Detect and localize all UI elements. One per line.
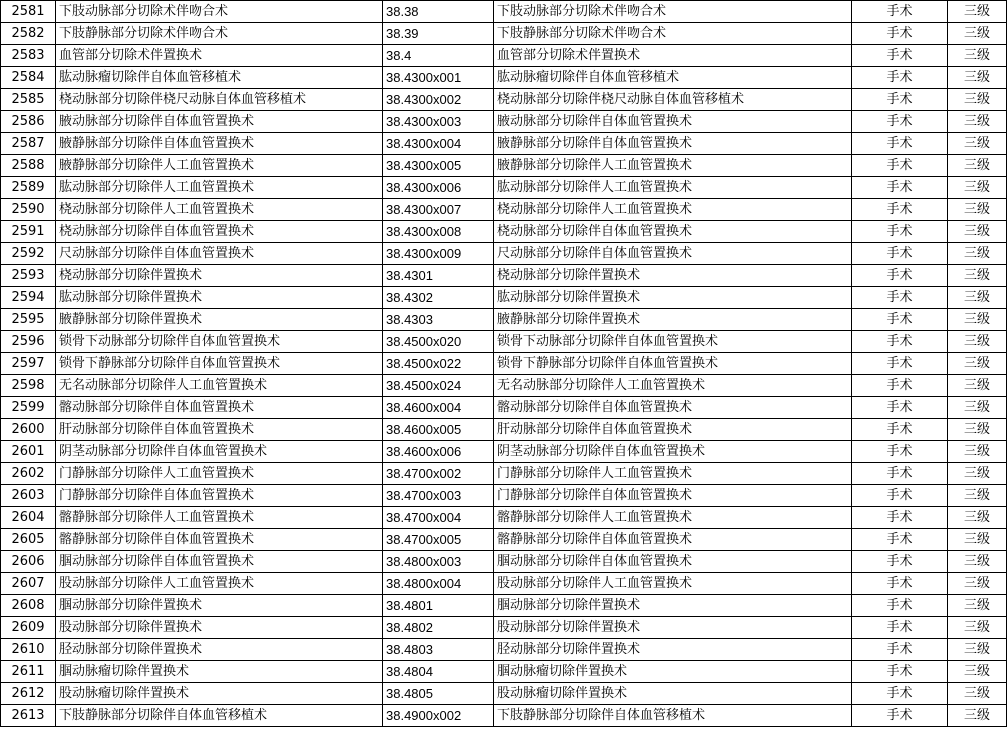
grade-cell: 三级 xyxy=(948,397,1007,419)
procedure-name-mapped-cell: 胫动脉部分切除伴置换术 xyxy=(494,639,852,661)
table-row xyxy=(1,133,1007,155)
procedure-code-cell: 38.4804 xyxy=(383,661,494,683)
procedure-name-mapped-cell: 腋动脉部分切除伴自体血管置换术 xyxy=(494,111,852,133)
grade-cell: 三级 xyxy=(948,331,1007,353)
procedure-code-cell: 38.4300x009 xyxy=(383,243,494,265)
table-row xyxy=(1,507,1007,529)
category-cell: 手术 xyxy=(852,177,948,199)
procedure-name-mapped-cell: 肝动脉部分切除伴自体血管置换术 xyxy=(494,419,852,441)
procedure-name-cell: 锁骨下静脉部分切除伴自体血管置换术 xyxy=(56,353,383,375)
table-row xyxy=(1,485,1007,507)
procedure-name-cell: 腋静脉部分切除伴自体血管置换术 xyxy=(56,133,383,155)
procedure-name-cell: 髂动脉部分切除伴自体血管置换术 xyxy=(56,397,383,419)
procedure-code-cell: 38.4300x003 xyxy=(383,111,494,133)
row-number-cell: 2600 xyxy=(1,419,56,441)
grade-cell: 三级 xyxy=(948,353,1007,375)
procedure-name-mapped-cell: 门静脉部分切除伴自体血管置换术 xyxy=(494,485,852,507)
table-row xyxy=(1,529,1007,551)
grade-cell: 三级 xyxy=(948,133,1007,155)
table-row xyxy=(1,111,1007,133)
grade-cell: 三级 xyxy=(948,45,1007,67)
table-row xyxy=(1,683,1007,705)
category-cell: 手术 xyxy=(852,1,948,23)
table-row xyxy=(1,375,1007,397)
procedure-name-cell: 腋动脉部分切除伴自体血管置换术 xyxy=(56,111,383,133)
procedure-code-cell: 38.4300x007 xyxy=(383,199,494,221)
procedure-code-cell: 38.4800x003 xyxy=(383,551,494,573)
procedure-name-cell: 股动脉部分切除伴人工血管置换术 xyxy=(56,573,383,595)
procedure-code-cell: 38.4801 xyxy=(383,595,494,617)
procedure-name-mapped-cell: 下肢静脉部分切除术伴吻合术 xyxy=(494,23,852,45)
procedure-name-cell: 无名动脉部分切除伴人工血管置换术 xyxy=(56,375,383,397)
procedure-code-cell: 38.4300x001 xyxy=(383,67,494,89)
procedure-code-cell: 38.4500x024 xyxy=(383,375,494,397)
grade-cell: 三级 xyxy=(948,705,1007,727)
procedure-code-cell: 38.4500x020 xyxy=(383,331,494,353)
procedure-code-cell: 38.4302 xyxy=(383,287,494,309)
procedure-name-cell: 桡动脉部分切除伴置换术 xyxy=(56,265,383,287)
category-cell: 手术 xyxy=(852,309,948,331)
category-cell: 手术 xyxy=(852,111,948,133)
grade-cell: 三级 xyxy=(948,111,1007,133)
row-number-cell: 2613 xyxy=(1,705,56,727)
table-row xyxy=(1,45,1007,67)
category-cell: 手术 xyxy=(852,67,948,89)
procedure-name-mapped-cell: 腘动脉部分切除伴置换术 xyxy=(494,595,852,617)
procedure-name-mapped-cell: 肱动脉部分切除伴人工血管置换术 xyxy=(494,177,852,199)
procedure-name-mapped-cell: 股动脉部分切除伴人工血管置换术 xyxy=(494,573,852,595)
grade-cell: 三级 xyxy=(948,463,1007,485)
procedure-code-cell: 38.38 xyxy=(383,1,494,23)
procedure-code-cell: 38.4301 xyxy=(383,265,494,287)
table-row xyxy=(1,243,1007,265)
grade-cell: 三级 xyxy=(948,617,1007,639)
grade-cell: 三级 xyxy=(948,375,1007,397)
row-number-cell: 2609 xyxy=(1,617,56,639)
procedure-name-mapped-cell: 腋静脉部分切除伴置换术 xyxy=(494,309,852,331)
procedure-name-cell: 门静脉部分切除伴人工血管置换术 xyxy=(56,463,383,485)
procedure-name-mapped-cell: 肱动脉部分切除伴置换术 xyxy=(494,287,852,309)
category-cell: 手术 xyxy=(852,595,948,617)
category-cell: 手术 xyxy=(852,507,948,529)
procedure-name-cell: 腘动脉瘤切除伴置换术 xyxy=(56,661,383,683)
table-row xyxy=(1,551,1007,573)
table-row xyxy=(1,331,1007,353)
procedure-name-cell: 阴茎动脉部分切除伴自体血管置换术 xyxy=(56,441,383,463)
grade-cell: 三级 xyxy=(948,221,1007,243)
procedure-name-cell: 桡动脉部分切除伴自体血管置换术 xyxy=(56,221,383,243)
procedure-name-cell: 门静脉部分切除伴自体血管置换术 xyxy=(56,485,383,507)
procedure-code-cell: 38.4500x022 xyxy=(383,353,494,375)
procedure-name-cell: 锁骨下动脉部分切除伴自体血管置换术 xyxy=(56,331,383,353)
grade-cell: 三级 xyxy=(948,199,1007,221)
row-number-cell: 2604 xyxy=(1,507,56,529)
procedure-code-cell: 38.4700x003 xyxy=(383,485,494,507)
table-row xyxy=(1,287,1007,309)
procedure-code-cell: 38.4700x005 xyxy=(383,529,494,551)
row-number-cell: 2595 xyxy=(1,309,56,331)
row-number-cell: 2592 xyxy=(1,243,56,265)
row-number-cell: 2585 xyxy=(1,89,56,111)
procedure-code-cell: 38.4300x002 xyxy=(383,89,494,111)
procedure-code-cell: 38.4700x004 xyxy=(383,507,494,529)
row-number-cell: 2593 xyxy=(1,265,56,287)
table-row xyxy=(1,705,1007,727)
grade-cell: 三级 xyxy=(948,661,1007,683)
row-number-cell: 2612 xyxy=(1,683,56,705)
grade-cell: 三级 xyxy=(948,595,1007,617)
procedure-name-mapped-cell: 下肢静脉部分切除伴自体血管移植术 xyxy=(494,705,852,727)
grade-cell: 三级 xyxy=(948,507,1007,529)
row-number-cell: 2582 xyxy=(1,23,56,45)
category-cell: 手术 xyxy=(852,617,948,639)
category-cell: 手术 xyxy=(852,353,948,375)
procedure-name-mapped-cell: 髂动脉部分切除伴自体血管置换术 xyxy=(494,397,852,419)
table-row xyxy=(1,661,1007,683)
row-number-cell: 2594 xyxy=(1,287,56,309)
table-row xyxy=(1,177,1007,199)
table-row xyxy=(1,89,1007,111)
grade-cell: 三级 xyxy=(948,551,1007,573)
table-row xyxy=(1,463,1007,485)
row-number-cell: 2590 xyxy=(1,199,56,221)
procedure-name-mapped-cell: 尺动脉部分切除伴自体血管置换术 xyxy=(494,243,852,265)
row-number-cell: 2586 xyxy=(1,111,56,133)
procedure-name-cell: 腘动脉部分切除伴置换术 xyxy=(56,595,383,617)
table-row xyxy=(1,265,1007,287)
grade-cell: 三级 xyxy=(948,265,1007,287)
category-cell: 手术 xyxy=(852,331,948,353)
row-number-cell: 2596 xyxy=(1,331,56,353)
procedure-code-cell: 38.4803 xyxy=(383,639,494,661)
procedure-name-mapped-cell: 腘动脉瘤切除伴置换术 xyxy=(494,661,852,683)
procedure-name-mapped-cell: 腋静脉部分切除伴自体血管置换术 xyxy=(494,133,852,155)
category-cell: 手术 xyxy=(852,485,948,507)
procedure-name-cell: 腘动脉部分切除伴自体血管置换术 xyxy=(56,551,383,573)
procedure-name-cell: 桡动脉部分切除伴人工血管置换术 xyxy=(56,199,383,221)
table-row xyxy=(1,155,1007,177)
table-row xyxy=(1,441,1007,463)
category-cell: 手术 xyxy=(852,397,948,419)
table-row xyxy=(1,23,1007,45)
grade-cell: 三级 xyxy=(948,309,1007,331)
grade-cell: 三级 xyxy=(948,287,1007,309)
row-number-cell: 2603 xyxy=(1,485,56,507)
category-cell: 手术 xyxy=(852,375,948,397)
category-cell: 手术 xyxy=(852,705,948,727)
category-cell: 手术 xyxy=(852,573,948,595)
row-number-cell: 2610 xyxy=(1,639,56,661)
procedure-name-mapped-cell: 腋静脉部分切除伴人工血管置换术 xyxy=(494,155,852,177)
procedure-code-cell: 38.4600x004 xyxy=(383,397,494,419)
row-number-cell: 2591 xyxy=(1,221,56,243)
procedure-name-mapped-cell: 锁骨下静脉部分切除伴自体血管置换术 xyxy=(494,353,852,375)
row-number-cell: 2605 xyxy=(1,529,56,551)
procedure-name-cell: 肱动脉部分切除伴置换术 xyxy=(56,287,383,309)
row-number-cell: 2599 xyxy=(1,397,56,419)
table-row xyxy=(1,1,1007,23)
procedure-name-cell: 肱动脉瘤切除伴自体血管移植术 xyxy=(56,67,383,89)
grade-cell: 三级 xyxy=(948,1,1007,23)
procedure-code-cell: 38.4300x004 xyxy=(383,133,494,155)
grade-cell: 三级 xyxy=(948,419,1007,441)
category-cell: 手术 xyxy=(852,419,948,441)
procedure-name-mapped-cell: 下肢动脉部分切除术伴吻合术 xyxy=(494,1,852,23)
grade-cell: 三级 xyxy=(948,639,1007,661)
category-cell: 手术 xyxy=(852,441,948,463)
procedure-code-cell: 38.4805 xyxy=(383,683,494,705)
category-cell: 手术 xyxy=(852,199,948,221)
procedure-name-cell: 下肢静脉部分切除伴自体血管移植术 xyxy=(56,705,383,727)
category-cell: 手术 xyxy=(852,45,948,67)
category-cell: 手术 xyxy=(852,683,948,705)
procedure-name-cell: 血管部分切除术伴置换术 xyxy=(56,45,383,67)
table-row xyxy=(1,397,1007,419)
procedure-name-mapped-cell: 锁骨下动脉部分切除伴自体血管置换术 xyxy=(494,331,852,353)
row-number-cell: 2607 xyxy=(1,573,56,595)
procedure-name-mapped-cell: 桡动脉部分切除伴置换术 xyxy=(494,265,852,287)
procedure-name-cell: 腋静脉部分切除伴置换术 xyxy=(56,309,383,331)
procedure-name-mapped-cell: 门静脉部分切除伴人工血管置换术 xyxy=(494,463,852,485)
grade-cell: 三级 xyxy=(948,573,1007,595)
grade-cell: 三级 xyxy=(948,441,1007,463)
category-cell: 手术 xyxy=(852,639,948,661)
category-cell: 手术 xyxy=(852,243,948,265)
row-number-cell: 2608 xyxy=(1,595,56,617)
table-row xyxy=(1,67,1007,89)
table-row xyxy=(1,199,1007,221)
grade-cell: 三级 xyxy=(948,89,1007,111)
row-number-cell: 2601 xyxy=(1,441,56,463)
procedure-name-cell: 下肢静脉部分切除术伴吻合术 xyxy=(56,23,383,45)
category-cell: 手术 xyxy=(852,23,948,45)
grade-cell: 三级 xyxy=(948,177,1007,199)
procedure-name-cell: 股动脉瘤切除伴置换术 xyxy=(56,683,383,705)
procedure-name-cell: 髂静脉部分切除伴人工血管置换术 xyxy=(56,507,383,529)
table-row xyxy=(1,419,1007,441)
category-cell: 手术 xyxy=(852,221,948,243)
procedure-name-mapped-cell: 髂静脉部分切除伴自体血管置换术 xyxy=(494,529,852,551)
grade-cell: 三级 xyxy=(948,155,1007,177)
procedure-name-mapped-cell: 血管部分切除术伴置换术 xyxy=(494,45,852,67)
procedure-name-cell: 下肢动脉部分切除术伴吻合术 xyxy=(56,1,383,23)
procedure-name-cell: 腋静脉部分切除伴人工血管置换术 xyxy=(56,155,383,177)
procedure-code-cell: 38.4300x005 xyxy=(383,155,494,177)
row-number-cell: 2598 xyxy=(1,375,56,397)
procedure-code-cell: 38.4600x006 xyxy=(383,441,494,463)
category-cell: 手术 xyxy=(852,551,948,573)
procedure-name-cell: 尺动脉部分切除伴自体血管置换术 xyxy=(56,243,383,265)
category-cell: 手术 xyxy=(852,661,948,683)
procedure-code-cell: 38.4300x006 xyxy=(383,177,494,199)
category-cell: 手术 xyxy=(852,155,948,177)
procedure-name-cell: 肱动脉部分切除伴人工血管置换术 xyxy=(56,177,383,199)
procedure-name-mapped-cell: 髂静脉部分切除伴人工血管置换术 xyxy=(494,507,852,529)
procedure-name-mapped-cell: 肱动脉瘤切除伴自体血管移植术 xyxy=(494,67,852,89)
procedure-name-mapped-cell: 无名动脉部分切除伴人工血管置换术 xyxy=(494,375,852,397)
category-cell: 手术 xyxy=(852,89,948,111)
procedure-name-mapped-cell: 桡动脉部分切除伴人工血管置换术 xyxy=(494,199,852,221)
row-number-cell: 2588 xyxy=(1,155,56,177)
row-number-cell: 2583 xyxy=(1,45,56,67)
procedure-name-mapped-cell: 桡动脉部分切除伴桡尺动脉自体血管移植术 xyxy=(494,89,852,111)
grade-cell: 三级 xyxy=(948,529,1007,551)
procedure-name-mapped-cell: 股动脉部分切除伴置换术 xyxy=(494,617,852,639)
grade-cell: 三级 xyxy=(948,485,1007,507)
table-row xyxy=(1,309,1007,331)
category-cell: 手术 xyxy=(852,265,948,287)
procedure-name-cell: 胫动脉部分切除伴置换术 xyxy=(56,639,383,661)
procedure-code-cell: 38.4303 xyxy=(383,309,494,331)
table-row xyxy=(1,221,1007,243)
grade-cell: 三级 xyxy=(948,67,1007,89)
procedure-code-cell: 38.4800x004 xyxy=(383,573,494,595)
procedure-code-cell: 38.4900x002 xyxy=(383,705,494,727)
row-number-cell: 2597 xyxy=(1,353,56,375)
table-row xyxy=(1,353,1007,375)
table-row xyxy=(1,573,1007,595)
row-number-cell: 2587 xyxy=(1,133,56,155)
row-number-cell: 2581 xyxy=(1,1,56,23)
procedure-code-cell: 38.39 xyxy=(383,23,494,45)
procedure-name-cell: 肝动脉部分切除伴自体血管置换术 xyxy=(56,419,383,441)
grade-cell: 三级 xyxy=(948,243,1007,265)
category-cell: 手术 xyxy=(852,529,948,551)
procedure-table-body xyxy=(1,1,1007,727)
procedure-name-mapped-cell: 阴茎动脉部分切除伴自体血管置换术 xyxy=(494,441,852,463)
procedure-name-cell: 髂静脉部分切除伴自体血管置换术 xyxy=(56,529,383,551)
procedure-code-cell: 38.4600x005 xyxy=(383,419,494,441)
procedure-name-cell: 桡动脉部分切除伴桡尺动脉自体血管移植术 xyxy=(56,89,383,111)
table-row xyxy=(1,595,1007,617)
table-row xyxy=(1,639,1007,661)
grade-cell: 三级 xyxy=(948,683,1007,705)
category-cell: 手术 xyxy=(852,463,948,485)
procedure-code-cell: 38.4802 xyxy=(383,617,494,639)
procedure-name-cell: 股动脉部分切除伴置换术 xyxy=(56,617,383,639)
category-cell: 手术 xyxy=(852,133,948,155)
procedure-name-mapped-cell: 股动脉瘤切除伴置换术 xyxy=(494,683,852,705)
table-row xyxy=(1,617,1007,639)
procedure-code-cell: 38.4700x002 xyxy=(383,463,494,485)
procedure-name-mapped-cell: 腘动脉部分切除伴自体血管置换术 xyxy=(494,551,852,573)
category-cell: 手术 xyxy=(852,287,948,309)
row-number-cell: 2589 xyxy=(1,177,56,199)
procedure-name-mapped-cell: 桡动脉部分切除伴自体血管置换术 xyxy=(494,221,852,243)
row-number-cell: 2611 xyxy=(1,661,56,683)
row-number-cell: 2602 xyxy=(1,463,56,485)
procedure-code-cell: 38.4300x008 xyxy=(383,221,494,243)
procedure-code-cell: 38.4 xyxy=(383,45,494,67)
row-number-cell: 2606 xyxy=(1,551,56,573)
row-number-cell: 2584 xyxy=(1,67,56,89)
grade-cell: 三级 xyxy=(948,23,1007,45)
